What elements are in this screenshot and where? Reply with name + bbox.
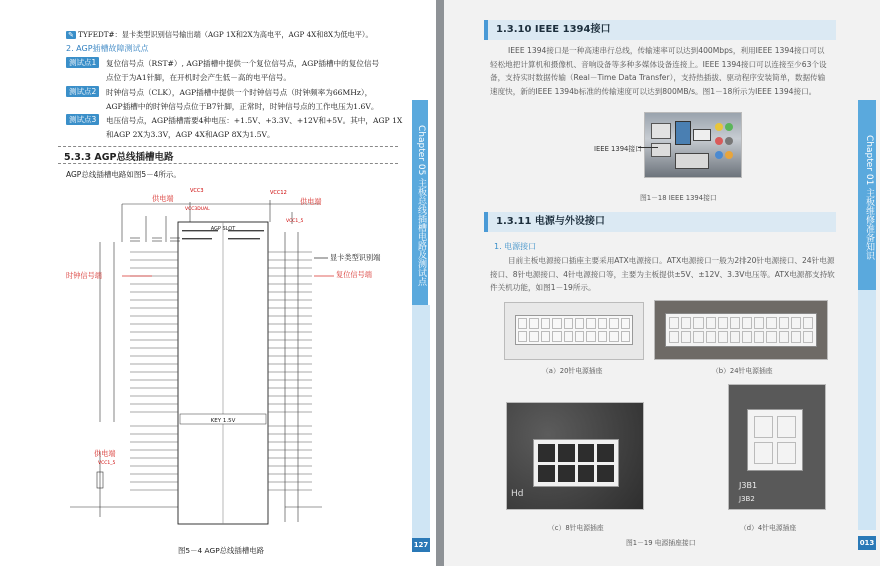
ieee1394-paragraph: IEEE 1394接口是一种高速串行总线，传输速率可以达到400Mbps，利用IEEE 1394接口可以轻松地把计算机和摄像机、音响设备等多种多媒体设备连接上。IEEE 1394接口可以连接至少63个设备，支持实时数据传输（Real－Time Data Transfer），支持热插拔、驱动程序安装简单，数据传输速度快，新的IEEE 1394b标准的传输速度可以达到800MB/s。图1－18所示为IEEE 1394接口。	[490, 46, 827, 97]
section-1-3-11-heading: 1.3.11 电源与外设接口	[484, 212, 836, 232]
test-point-line: AGP插槽中的时钟信号点位于B7针脚，正常时，时钟信号点的工作电压为1.6V。	[106, 102, 379, 111]
clock-label: 时钟信号端	[66, 271, 102, 280]
subsection-title: 5.3.3 AGP总线插槽电路	[64, 152, 174, 163]
test-point-line: 和AGP 2X为3.3V，AGP 4X和AGP 8X为1.5V。	[106, 130, 275, 139]
vcc3-label: VCC3	[190, 188, 204, 194]
photo-text-j3b1: J3B1	[739, 481, 758, 490]
caption-a: （a）20针电源插座	[542, 367, 603, 375]
page-number: 013	[858, 536, 876, 550]
band-tail	[858, 290, 876, 530]
reset-label: 复位信号端	[336, 270, 372, 279]
power-connector-subtitle: 1. 电源接口	[494, 242, 537, 251]
power-label-3: 供电端	[94, 449, 116, 458]
test-point-line: 时钟信号点（CLK），AGP插槽中提供一个时钟信号点（时钟频率为66MHz），	[106, 88, 373, 97]
left-page	[0, 0, 436, 566]
power-label-2: 供电端	[300, 197, 322, 206]
card-type-label: 显卡类型识别端	[330, 253, 381, 262]
section-title: 2. AGP插槽故障测试点	[66, 44, 149, 53]
right-page	[444, 0, 880, 566]
slot-title: AGP SLOT	[210, 226, 236, 232]
test-point-tag: 测试点2	[66, 86, 99, 97]
figure-1-19-caption: 图1－19 电源插座接口	[626, 539, 696, 547]
caption-c: （c）8针电源插座	[548, 524, 604, 532]
ieee1394-photo	[644, 112, 742, 178]
label-pointer	[638, 147, 658, 148]
agp-circuit-diagram	[60, 182, 390, 538]
caption-d: （d）4针电源插座	[740, 524, 797, 532]
20-pin-photo	[504, 302, 644, 360]
caption-b: （b）24针电源插座	[712, 367, 773, 375]
page-number: 127	[412, 538, 430, 552]
test-point-line: 电压信号点，AGP插槽需要4种电压：+1.5V、+3.3V、+12V和+5V。其中，AGP 1X	[106, 116, 403, 125]
test-point-line: 复位信号点（RST#）, AGP插槽中提供一个复位信号点，AGP插槽中的复位信号	[106, 59, 380, 68]
book-gutter	[436, 0, 444, 566]
intro-line: ✎ TYFEDT#：显卡类型识别信号输出端（AGP 1X和2X为高电平，AGP 4X和8X为低电平）。	[68, 30, 373, 39]
section-1-3-10-heading: 1.3.10 IEEE 1394接口	[484, 20, 836, 40]
vcc5-label: VCC1_5	[98, 461, 116, 466]
test-point-tag: 测试点1	[66, 57, 99, 68]
test-point-line: 点位于为A1针脚，在开机时会产生低－高的电平信号。	[106, 73, 291, 82]
figure-1-18-caption: 图1－18 IEEE 1394接口	[640, 194, 717, 202]
24-pin-photo	[654, 300, 828, 360]
vcc1-label: VCC1_5	[286, 219, 304, 224]
vcc3-ddr-label: VCC3DUAL	[185, 207, 210, 212]
vcc12-label: VCC12	[270, 190, 287, 196]
photo-text-j3b2: J3B2	[739, 495, 755, 503]
power-connector-paragraph: 目前主板电源接口插座主要采用ATX电源接口。ATX电源接口一般为2排20针电源接口、24针电源接口、8针电源接口、4针电源接口等，主要为主板提供±5V、±12V、3.3V电压等。ATX电源都支持软件关机功能，如图1－19所示。	[490, 256, 835, 293]
8-pin-photo	[506, 402, 644, 510]
power-label-1: 供电端	[152, 194, 174, 203]
ieee1394-photo-label: IEEE 1394接口	[594, 145, 642, 153]
key-label: KEY 1.5V	[210, 418, 236, 424]
chapter-band: Chapter 01 主板维修准备知识	[858, 100, 876, 290]
intro-tag-icon: ✎	[68, 31, 74, 39]
figure-intro: AGP总线插槽电路如图5－4所示。	[66, 170, 181, 179]
subsection-heading-box	[58, 146, 398, 164]
chapter-band: Chapter 05 主板总线插槽电路及测试点	[412, 100, 428, 305]
figure-caption: 图5－4 AGP总线插槽电路	[178, 546, 264, 555]
4-pin-photo	[728, 384, 826, 510]
band-tail	[412, 305, 430, 538]
test-point-tag: 测试点3	[66, 114, 99, 125]
photo-text-hd: Hd	[511, 489, 524, 499]
